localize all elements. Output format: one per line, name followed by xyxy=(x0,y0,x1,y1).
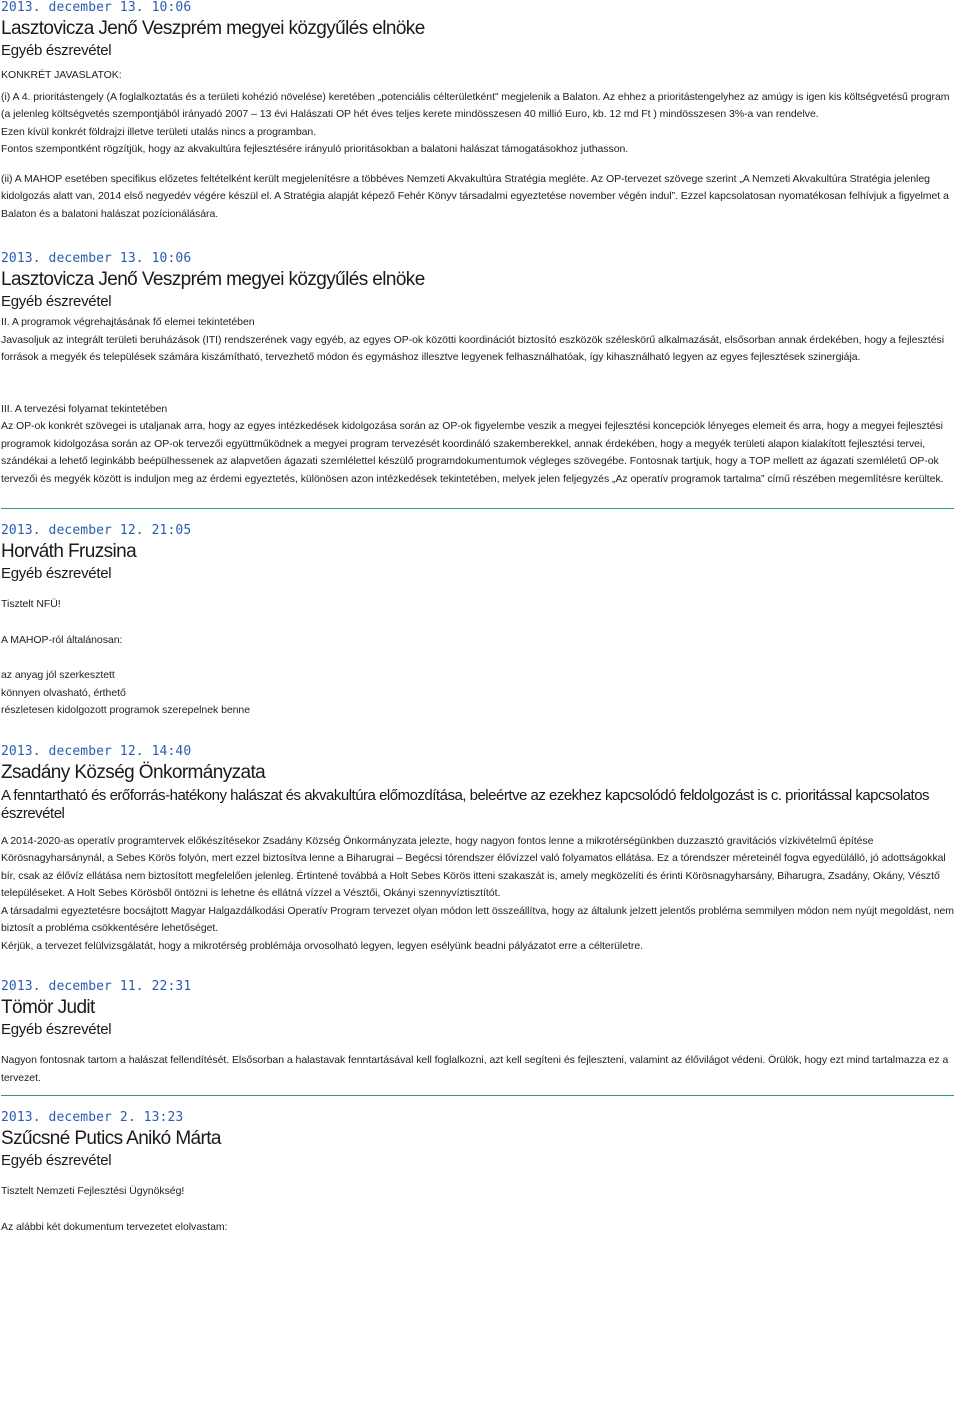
comment-paragraph: Az alábbi két dokumentum tervezetet elolvastam: xyxy=(1,1220,228,1233)
comment-paragraph: az anyag jól szerkesztett xyxy=(1,669,115,681)
comment-1 xyxy=(1,0,954,223)
comment-category: Egyéb észrevétel xyxy=(1,293,112,310)
comment-paragraph: Fontos szempontként rögzítjük, hogy az akvakultúra fejlesztésére irányuló prioritásokban a balatoni halászat támogatásokhoz juthasson. xyxy=(1,143,629,155)
comment-author: Lasztovicza Jenő Veszprém megyei közgyűlés elnöke xyxy=(1,269,425,290)
comment-author: Lasztovicza Jenő Veszprém megyei közgyűlés elnöke xyxy=(1,18,425,39)
section-divider xyxy=(1,508,954,509)
comment-paragraph: Kérjük, a tervezet felülvizsgálatát, hogy a mikrotérség problémája orvosolható legyen, legyen esélyünk beadni pályázatot erre a célterületre. xyxy=(1,939,643,952)
comment-paragraph: könnyen olvasható, érthető xyxy=(1,686,126,699)
comment-paragraph: A társadalmi egyeztetésre bocsájtott Magyar Halgazdálkodási Operatív Program tervezet olyan módon lett összeállítva, hogy az általunk jelzett jelentős probléma semmilyen módon nem nyújt megoldást, nem biztosít a probléma csökkentésére lehetőséget. xyxy=(1,904,954,934)
comment-date: 2013. december 11. 22:31 xyxy=(1,979,192,994)
comment-paragraph: Tisztelt Nemzeti Fejlesztési Ügynökség! xyxy=(1,1185,185,1197)
comment-paragraph: Javasoljuk az integrált területi beruházások (ITI) rendszerének vagy egyéb, az egyes OP-ok közötti koordinációt biztosító eszközök széleskörű alkalmazását, elsősorban annak érdekében, hogy a fejlesztési források a megyék és települések számára kiszámítható, tervezhető módon és egymáshoz illesztve legyenek felhasználhatóak, így kihasználható legyen az egyes fejlesztések szinergiája. xyxy=(1,333,944,363)
comment-paragraph: (i) A 4. prioritástengely (A foglalkoztatás és a területi kohézió növelése) keretében „potenciális célterületként” megjelenik a Balaton. Az ehhez a prioritástengelyhez az amúgy is igen kis költségvetésű program (a jelenleg költségvetés szempontjából irányadó 2007 – 13 évi Halászati OP hét éves teljes kerete mindösszesen 40 millió Euro, kb. 12 md Ft ) mindösszesen 3%-a van rendelve. xyxy=(1,90,950,120)
comment-paragraph: A MAHOP-ról általánosan: xyxy=(1,633,123,646)
comment-4 xyxy=(1,744,954,956)
comment-date: 2013. december 2. 13:23 xyxy=(1,1110,184,1125)
comment-date: 2013. december 12. 21:05 xyxy=(1,523,192,538)
comment-paragraph: III. A tervezési folyamat tekintetében xyxy=(1,402,168,415)
comment-paragraph: Nagyon fontosnak tartom a halászat fellendítését. Elsősorban a halastavak fenntartásával kell foglalkozni, azt kell segíteni és fejleszteni, valamint az élővilágot védeni. Örülök, hogy ezt mind tartalmazza ez a tervezet. xyxy=(1,1054,949,1084)
comment-body xyxy=(1,584,954,720)
comment-6 xyxy=(1,1110,954,1236)
comment-author: Horváth Fruzsina xyxy=(1,541,137,562)
comment-category: Egyéb észrevétel xyxy=(1,42,112,59)
comment-author: Zsadány Község Önkormányzata xyxy=(1,761,266,783)
comment-category: Egyéb észrevétel xyxy=(1,565,112,582)
comment-body xyxy=(1,1171,954,1236)
comment-date: 2013. december 13. 10:06 xyxy=(1,0,192,15)
section-divider xyxy=(1,1095,954,1096)
comment-body xyxy=(1,61,954,223)
comment-subject: A fenntartható és erőforrás-hatékony halászat és akvakultúra előmozdítása, beleértve az ezekhez kapcsolódó feldolgozást is c. prioritással kapcsolatos észrevétel xyxy=(1,786,930,822)
comment-2 xyxy=(1,251,954,488)
comment-body xyxy=(1,823,954,956)
comment-paragraph: részletesen kidolgozott programok szerepelnek benne xyxy=(1,704,251,716)
comment-category: Egyéb észrevétel xyxy=(1,1021,112,1038)
comment-author: Szűcsné Putics Anikó Márta xyxy=(1,1128,221,1149)
comment-paragraph: II. A programok végrehajtásának fő elemei tekintetében xyxy=(1,316,255,328)
comment-5 xyxy=(1,979,954,1087)
comment-paragraph: Tisztelt NFÜ! xyxy=(1,598,61,610)
comment-paragraph: KONKRÉT JAVASLATOK: xyxy=(1,69,122,81)
comment-paragraph: Ezen kívül konkrét földrajzi illetve területi utalás nincs a programban. xyxy=(1,125,317,138)
comment-paragraph: Az OP-ok konkrét szövegei is utaljanak arra, hogy az egyes intézkedések kidolgozása során az OP-ok figyelembe veszik a megyei fejlesztési koncepciók lényeges elemeit és arra, hogy a megyei fejlesztési programok kidolgozása során az OP-ok tervezői együttműködnek a megyei program tervezését koordináló szakemberekkel, annak érdekében, hogy a megyék területi alapon kialakított fejlesztési tervei, szándékai a lehető leginkább beépülhessenek az alapvetően ágazati szemlélettel készülő programdokumentumok végleges szövegébe. Fontosnak tartjuk, hogy a TOP mellett az ágazati szemléletű OP-ok tervezői és megyék között is induljon meg az érdemi egyeztetés, különösen azon intézkedések tekintetében, melyek jelen feljegyzés „Az operatív programok tartalma” című részében megemlítésre kerültek. xyxy=(1,420,944,485)
comment-paragraph: A 2014-2020-as operatív programtervek előkészítésekor Zsadány Község Önkormányzata jelezte, hogy nagyon fontos lenne a mikrotérségünkben duzzasztó gravitációs vízkivételmű építése Körösnagyharsánynál, a Sebes Körös folyón, mert ezzel biztosítva lenne a Biharugrai – Begécsi tórendszer élővízzel való folyamatos ellátása. Ez a tórendszer méreteinél fogva egyedülálló, jó adottságokkal bír, csak az élővíz ellátása nem biztosított megfelelően jelenleg. Értintené továbbá a Holt Sebes Körös itteni szakaszát is, amely megközelíti és érinti Körösnagyharsány, Biharugra, Zsadány, Okány, Vésztő településeket. A Holt Sebes Körösből öntözni is lehetne és ellátná vízzel a Vésztői, Okányi szennyvíztisztítót. xyxy=(1,834,946,899)
comment-3 xyxy=(1,523,954,720)
comment-date: 2013. december 12. 14:40 xyxy=(1,743,192,759)
comment-author: Tömör Judit xyxy=(1,997,95,1018)
comment-date: 2013. december 13. 10:06 xyxy=(1,251,192,266)
comment-category: Egyéb észrevétel xyxy=(1,1152,112,1169)
comment-paragraph: (ii) A MAHOP esetében specifikus előzetes feltételként került megjelenítésre a többéves Nemzeti Akvakultúra Stratégia megléte. Az OP-tervezet szövege szerint „A Nemzeti Akvakultúra Stratégia jelenleg kidolgozás alatt van, 2014 első negyedév végére készül el. A Stratégia alapját képező Fehér Könyv társadalmi egyeztetése november végén indul”. Ezzel kapcsolatosan nyomatékosan felhívjuk a figyelmet a Balaton és a balatoni halászat pozícionálására. xyxy=(1,172,949,220)
comment-body xyxy=(1,312,954,488)
comment-body xyxy=(1,1040,954,1087)
